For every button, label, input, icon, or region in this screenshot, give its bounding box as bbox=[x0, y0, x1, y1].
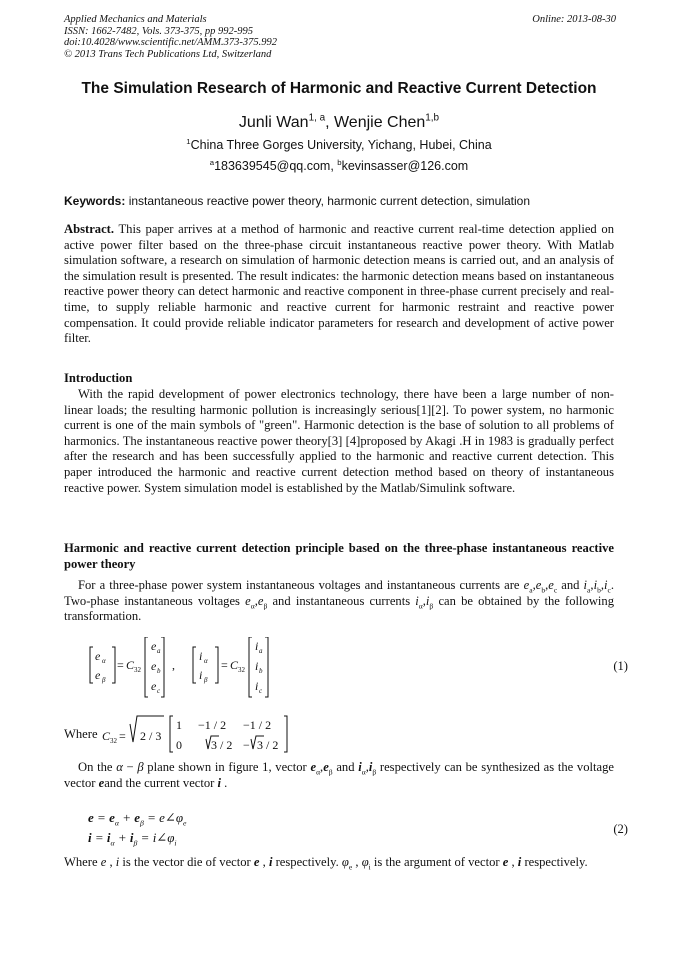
section-paragraph bbox=[64, 855, 614, 871]
author-name: Junli Wan bbox=[238, 114, 309, 131]
svg-text:,: , bbox=[172, 658, 175, 672]
svg-text:e: e bbox=[151, 679, 157, 693]
text-run: . Two-phase instantaneous voltages bbox=[64, 578, 615, 608]
email-mark: a bbox=[209, 157, 215, 167]
svg-text:1: 1 bbox=[176, 718, 182, 732]
svg-text:α: α bbox=[204, 657, 208, 665]
abstract bbox=[64, 222, 614, 347]
svg-text:e: e bbox=[95, 668, 101, 682]
author-separator: , bbox=[325, 114, 334, 131]
svg-text:e: e bbox=[151, 659, 157, 673]
email: kevinsasser@126.com bbox=[341, 159, 469, 173]
math-inline: e , i bbox=[253, 855, 273, 869]
text-run: and instantaneous currents bbox=[267, 593, 416, 608]
author-name: Wenjie Chen bbox=[333, 114, 426, 131]
equation-2-line: $e = e_\alpha + e_\beta$ = $e\angle\varphi_e$ bbox=[88, 810, 187, 828]
doi-line: doi:10.4028/www.scientific.net/AMM.373-375.992 bbox=[64, 37, 277, 48]
section-paragraph bbox=[64, 760, 614, 791]
equation-1-math bbox=[88, 637, 388, 699]
equation-1 bbox=[88, 637, 628, 699]
svg-text:c: c bbox=[259, 687, 263, 695]
svg-text:i: i bbox=[199, 668, 203, 682]
svg-text:α: α bbox=[102, 657, 106, 665]
affiliation-mark: 1 bbox=[186, 136, 191, 146]
svg-text:2 / 3: 2 / 3 bbox=[140, 729, 162, 743]
where-clause bbox=[64, 714, 614, 754]
text-run: and bbox=[332, 760, 359, 774]
author-emails bbox=[20, 159, 658, 173]
author-affil-mark: 1,b bbox=[425, 112, 440, 124]
transform-matrix-math bbox=[102, 714, 342, 754]
svg-text:b: b bbox=[157, 667, 161, 675]
text-run: is the argument of vector bbox=[370, 855, 503, 869]
journal-name: Applied Mechanics and Materials bbox=[64, 14, 207, 25]
math-inline: $i_\alpha,i_\beta$ bbox=[358, 760, 377, 777]
journal-header bbox=[64, 14, 616, 60]
svg-text:3 / 2: 3 / 2 bbox=[211, 738, 233, 752]
svg-text:a: a bbox=[157, 647, 161, 655]
math-inline: e , i bbox=[502, 855, 522, 869]
text-run: respectively. bbox=[521, 855, 588, 869]
affiliation-text: China Three Gorges University, Yichang, Hubei, China bbox=[190, 138, 492, 152]
svg-text:C: C bbox=[102, 729, 111, 743]
svg-text:a: a bbox=[259, 647, 263, 655]
math-inline: $i_\alpha,i_\beta$ bbox=[415, 593, 434, 611]
svg-text:32: 32 bbox=[134, 666, 141, 674]
svg-text:−: − bbox=[243, 738, 250, 752]
math-inline: $e_\alpha,e_\beta$ bbox=[310, 760, 333, 777]
paper-title: The Simulation Research of Harmonic and Reactive Current Detection bbox=[81, 80, 597, 97]
equation-2 bbox=[88, 808, 628, 848]
svg-text:i: i bbox=[199, 649, 203, 663]
text-run: respectively can be synthesized as the voltage vector bbox=[64, 760, 615, 790]
svg-text:i: i bbox=[255, 679, 259, 693]
text-run: . bbox=[221, 775, 228, 790]
math-inline: $e_\alpha,e_\beta$ bbox=[245, 593, 268, 611]
text-run: For a three-phase power system instantaneous voltages and instantaneous currents are bbox=[78, 578, 524, 592]
author-line bbox=[20, 114, 658, 132]
svg-text:b: b bbox=[259, 667, 263, 675]
author-affil-mark: 1, a bbox=[308, 112, 326, 124]
svg-text:3 / 2: 3 / 2 bbox=[257, 738, 279, 752]
equation-number: (1) bbox=[613, 659, 628, 673]
section-paragraph bbox=[64, 578, 614, 625]
svg-text:C: C bbox=[126, 658, 135, 672]
svg-text:0: 0 bbox=[176, 738, 182, 752]
where-label: Where bbox=[64, 727, 98, 741]
keywords-label: Keywords: bbox=[64, 194, 126, 208]
online-date: Online: 2013-08-30 bbox=[532, 14, 616, 25]
svg-text:32: 32 bbox=[238, 666, 245, 674]
keywords bbox=[64, 194, 616, 208]
text-run: Where bbox=[64, 855, 101, 869]
introduction-heading: Introduction bbox=[64, 371, 133, 385]
svg-text:c: c bbox=[157, 687, 161, 695]
text-run: and the current vector bbox=[104, 775, 218, 790]
math-inline: $e_a,e_b,e_c$ bbox=[523, 578, 558, 595]
keywords-text: instantaneous reactive power theory, harmonic current detection, simulation bbox=[125, 194, 531, 208]
svg-text:e: e bbox=[95, 649, 101, 663]
email-separator: , bbox=[330, 159, 338, 173]
math-inline: $\varphi_e$ , $\varphi_i$ bbox=[341, 855, 371, 872]
section-heading: Harmonic and reactive current detection principle based on the three-phase instantaneous reactive power theory bbox=[64, 541, 614, 571]
text-run: plane shown in figure 1, vector bbox=[143, 760, 311, 774]
svg-text:e: e bbox=[151, 639, 157, 653]
text-run: can be obtained by the following transformation. bbox=[64, 593, 615, 624]
math-inline: i bbox=[217, 775, 222, 790]
email-mark: b bbox=[337, 157, 342, 167]
equation-2-line: $i = i_\alpha + i_\beta$ = $i\angle\varphi_i$ bbox=[88, 830, 177, 848]
introduction-text: With the rapid development of power electronics technology, there have been a large number of non-linear loads; the resulting harmonic pollution is increasingly serious[1][2]. To power system, no harmonic current is one of the main symbols of "green". Harmonic detection is the base of solution to all problems of harmonics. The instantaneous reactive power theory[3] [4]proposed by Akagi .H in 1983 is gradually perfect after the research and has been successfully applied to the harmonic and reactive current detection. This paper introduced the harmonic and reactive current detection method based on theory of instantaneous reactive power. System simulation model is established by the Matlab/Simulink software. bbox=[64, 387, 614, 495]
svg-text:=: = bbox=[119, 729, 126, 743]
svg-text:=: = bbox=[221, 658, 228, 672]
affiliation bbox=[20, 138, 658, 152]
equation-number: (2) bbox=[613, 822, 628, 836]
text-run: respectively. bbox=[272, 855, 342, 869]
issn-line: ISSN: 1662-7482, Vols. 373-375, pp 992-995 bbox=[64, 25, 253, 37]
svg-text:β: β bbox=[204, 676, 208, 684]
svg-text:−1 / 2: −1 / 2 bbox=[243, 718, 272, 732]
svg-text:32: 32 bbox=[110, 737, 117, 745]
svg-text:=: = bbox=[117, 658, 124, 672]
math-inline: $i_a,i_b,i_c$ bbox=[583, 578, 611, 595]
math-inline: e , i bbox=[100, 855, 120, 869]
math-inline: e bbox=[98, 775, 105, 790]
svg-text:i: i bbox=[255, 639, 259, 653]
abstract-text: This paper arrives at a method of harmonic and reactive current real-time detection applied on active power filter based on the three-phase circuit instantaneous reactive power theory. With Matlab simulation software, a research on simulation of harmonic detection means is carried out, and an analysis of the simulation result is presented. The result indicates: the harmonic detection means based on instantaneous reactive power theory can detect harmonic and reactive component in three-phase current precisely and real-time, to supply reliable harmonic and reactive current for harmonic restraint and reactive power compensation. It could provide reliable indicator parameters for research and development of active power filter. bbox=[64, 222, 614, 346]
text-run: and bbox=[557, 578, 584, 592]
copyright-line: © 2013 Trans Tech Publications Ltd, Switzerland bbox=[64, 48, 272, 60]
svg-text:i: i bbox=[255, 659, 259, 673]
math-inline: α − β bbox=[116, 760, 144, 774]
email: 183639545@qq.com bbox=[214, 159, 331, 173]
text-run: is the vector die of vector bbox=[119, 855, 254, 869]
svg-text:β: β bbox=[102, 676, 106, 684]
svg-text:−1 / 2: −1 / 2 bbox=[198, 718, 227, 732]
abstract-label: Abstract. bbox=[64, 222, 115, 236]
text-run: On the bbox=[78, 760, 117, 774]
svg-text:C: C bbox=[230, 658, 239, 672]
